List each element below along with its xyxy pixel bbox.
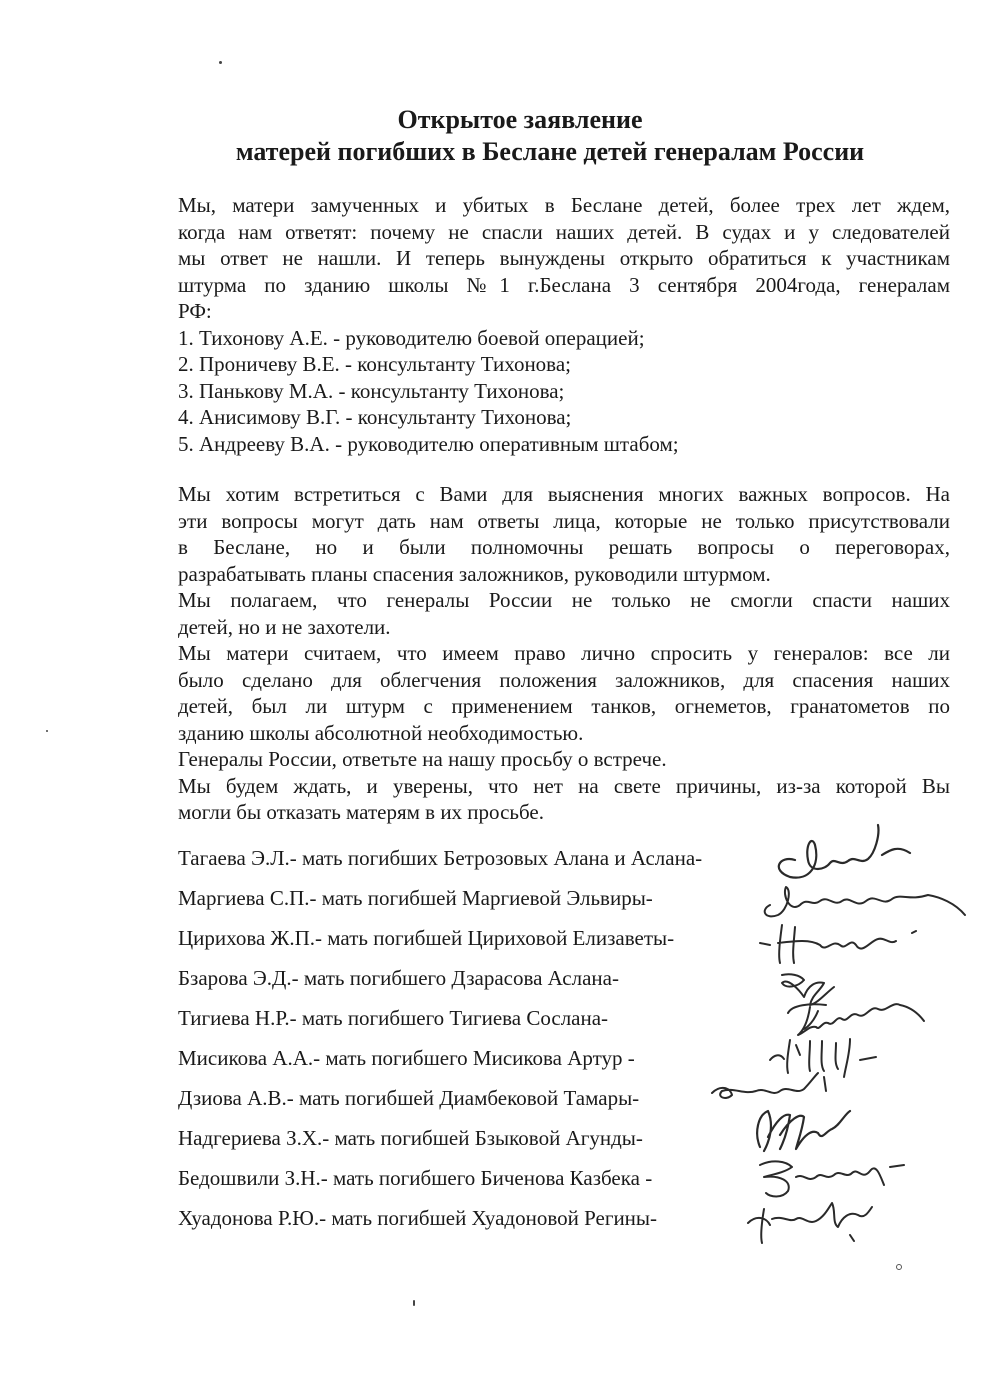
body-line: Генералы России, ответьте на нашу просьбу о встрече. bbox=[178, 747, 667, 771]
body-line: Мы будем ждать, и уверены, что нет на свете причины, из-за которой Вы bbox=[178, 773, 950, 798]
signatory-line: Маргиева С.П.- мать погибшей Маргиевой Эльвиры- bbox=[178, 886, 653, 910]
signature-1 bbox=[779, 825, 910, 878]
signature-3 bbox=[760, 925, 916, 963]
body-line: Мы полагаем, что генералы России не только не смогли спасти наших bbox=[178, 588, 950, 612]
signatory-line: Цирихова Ж.П.- мать погибшей Цириховой Елизаветы- bbox=[178, 926, 675, 950]
signature-6 bbox=[770, 1039, 876, 1077]
signatory-line: Бедошвили З.Н.- мать погибшего Биченова Казбека - bbox=[178, 1166, 653, 1190]
body-line: было сделано для облегчения положения заложников, для спасения наших bbox=[178, 667, 950, 692]
signature-4 bbox=[782, 974, 834, 1029]
body-line: детей, но и не захотели. bbox=[178, 614, 391, 639]
signature-2 bbox=[765, 887, 965, 916]
body-line: зданию школы абсолютной необходимостью. bbox=[178, 720, 584, 745]
body-line: эти вопросы могут дать нам ответы лица, которые не только присутствовали bbox=[178, 508, 950, 533]
generals-list-item: 1. Тихонову А.Е. - руководителю боевой операцией; bbox=[178, 325, 645, 350]
signature-5 bbox=[788, 1004, 924, 1035]
signatory-line: Бзарова Э.Д.- мать погибшего Дзарасова Аслана- bbox=[178, 966, 619, 990]
generals-list-item: 3. Панькову М.А. - консультанту Тихонова; bbox=[178, 378, 565, 403]
scan-speck bbox=[46, 730, 48, 732]
body-line: Мы хотим встретиться с Вами для выяснения многих важных вопросов. На bbox=[178, 482, 950, 506]
signatory-line: Мисикова А.А.- мать погибшего Мисикова Артур - bbox=[178, 1046, 635, 1070]
generals-list-item: 5. Андрееву В.А. - руководителю оперативным штабом; bbox=[178, 431, 679, 456]
intro-line: штурма по зданию школы №1 г.Беслана 3 сентября 2004года, генералам bbox=[178, 272, 950, 297]
document-subtitle: матерей погибших в Беслане детей генералам России bbox=[235, 137, 865, 166]
signature-8 bbox=[757, 1111, 850, 1151]
signatory-line: Хуадонова Р.Ю.- мать погибшей Хуадоновой Регины- bbox=[178, 1206, 658, 1230]
body-line: могли бы отказать матерям в их просьбе. bbox=[178, 800, 544, 824]
generals-list-item: 2. Проничеву В.Е. - консультанту Тихонова; bbox=[178, 352, 571, 376]
signatory-line: Тагаева Э.Л.- мать погибших Бетрозовых Алана и Аслана- bbox=[178, 846, 703, 870]
body-line: разрабатывать планы спасения заложников, руководили штурмом. bbox=[178, 561, 771, 586]
body-line: детей, был ли штурм с применением танков, огнеметов, гранатометов по bbox=[178, 694, 950, 718]
intro-line: когда нам ответят: почему не спасли наших детей. В судах и у следователей bbox=[178, 219, 950, 244]
body-line: в Беслане, но и были полномочны решать вопросы о переговорах, bbox=[178, 535, 950, 559]
scan-speck bbox=[413, 1300, 415, 1306]
signature-10 bbox=[748, 1203, 872, 1243]
handwritten-signatures bbox=[700, 815, 1000, 1275]
intro-line: РФ: bbox=[178, 299, 212, 323]
body-line: Мы матери считаем, что имеем право лично спросить у генералов: все ли bbox=[178, 641, 950, 665]
generals-list-item: 4. Анисимову В.Г. - консультанту Тихонова; bbox=[178, 405, 572, 429]
signatory-line: Надгериева З.Х.- мать погибшей Бзыковой Агунды- bbox=[178, 1126, 643, 1150]
intro-paragraph bbox=[178, 192, 950, 457]
signatories-list bbox=[178, 845, 738, 1245]
signature-7 bbox=[712, 1073, 826, 1098]
signature-9 bbox=[760, 1161, 904, 1196]
main-paragraph bbox=[178, 481, 950, 826]
generals-list bbox=[178, 325, 950, 458]
scan-speck bbox=[219, 61, 222, 64]
signatory-line: Дзиова А.В.- мать погибшей Диамбековой Тамары- bbox=[178, 1086, 640, 1110]
scan-speck bbox=[896, 1264, 902, 1270]
intro-line: мы ответ не нашли. И теперь вынуждены открыто обратиться к участникам bbox=[178, 246, 950, 270]
intro-line: Мы, матери замученных и убитых в Беслане детей, более трех лет ждем, bbox=[178, 193, 950, 217]
signatory-line: Тигиева Н.Р.- мать погибшего Тигиева Сослана- bbox=[178, 1006, 609, 1030]
document-title: Открытое заявление bbox=[397, 105, 643, 134]
